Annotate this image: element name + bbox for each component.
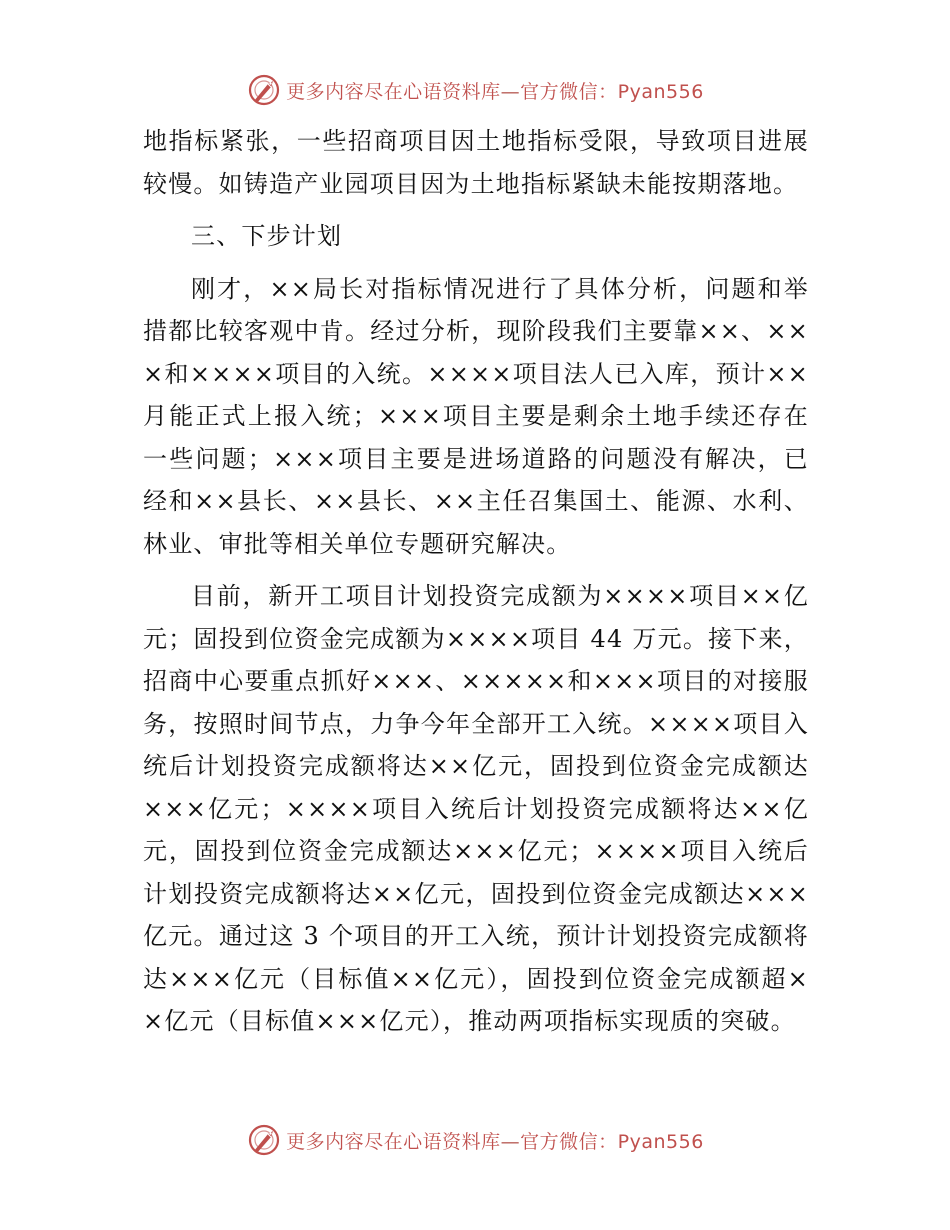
document-body <box>143 120 809 1043</box>
banner-text <box>286 77 704 104</box>
banner-separator: — <box>500 1130 521 1153</box>
banner-separator: — <box>500 80 521 103</box>
paragraph-plan: 目前，新开工项目计划投资完成额为××××项目××亿元；固投到位资金完成额为××××项目 44 万元。接下来，招商中心要重点抓好×××、×××××和×××项目的对接服务，按照时间节点，力争今年全部开工入统。××××项目入统后计划投资完成额将达××亿元，固投到位资金完成额达×××亿元；××××项目入统后计划投资完成额将达××亿元，固投到位资金完成额达×××亿元；××××项目入统后计划投资完成额将达××亿元，固投到位资金完成额达×××亿元。通过这 3 个项目的开工入统，预计计划投资完成额将达×××亿元（目标值××亿元），固投到位资金完成额超××亿元（目标值×××亿元），推动两项指标实现质的突破。 <box>143 582 809 1035</box>
banner-contact-text: 官方微信：Pyan556 <box>520 80 704 103</box>
banner-main-text: 更多内容尽在心语资料库 <box>286 80 501 103</box>
banner-main-text: 更多内容尽在心语资料库 <box>286 1130 501 1153</box>
banner-contact-text: 官方微信：Pyan556 <box>520 1130 704 1153</box>
footer-banner <box>0 1118 950 1162</box>
pen-nib-logo-icon <box>246 1122 282 1158</box>
pen-nib-logo-icon <box>246 72 282 108</box>
banner-text <box>286 1127 704 1154</box>
paragraph-analysis: 刚才，××局长对指标情况进行了具体分析，问题和举措都比较客观中肯。经过分析，现阶段我们主要靠××、×××和××××项目的入统。××××项目法人已入库，预计××月能正式上报入统；×××项目主要是剩余土地手续还存在一些问题；×××项目主要是进场道路的问题没有解决，已经和××县长、××县长、××主任召集国土、能源、水利、林业、审批等相关单位专题研究解决。 <box>143 274 809 558</box>
section-heading: 三、下步计划 <box>191 222 343 250</box>
paragraph-continuation: 地指标紧张，一些招商项目因土地指标受限，导致项目进展较慢。如铸造产业园项目因为土地指标紧缺未能按期落地。 <box>143 127 809 198</box>
header-banner <box>0 68 950 112</box>
